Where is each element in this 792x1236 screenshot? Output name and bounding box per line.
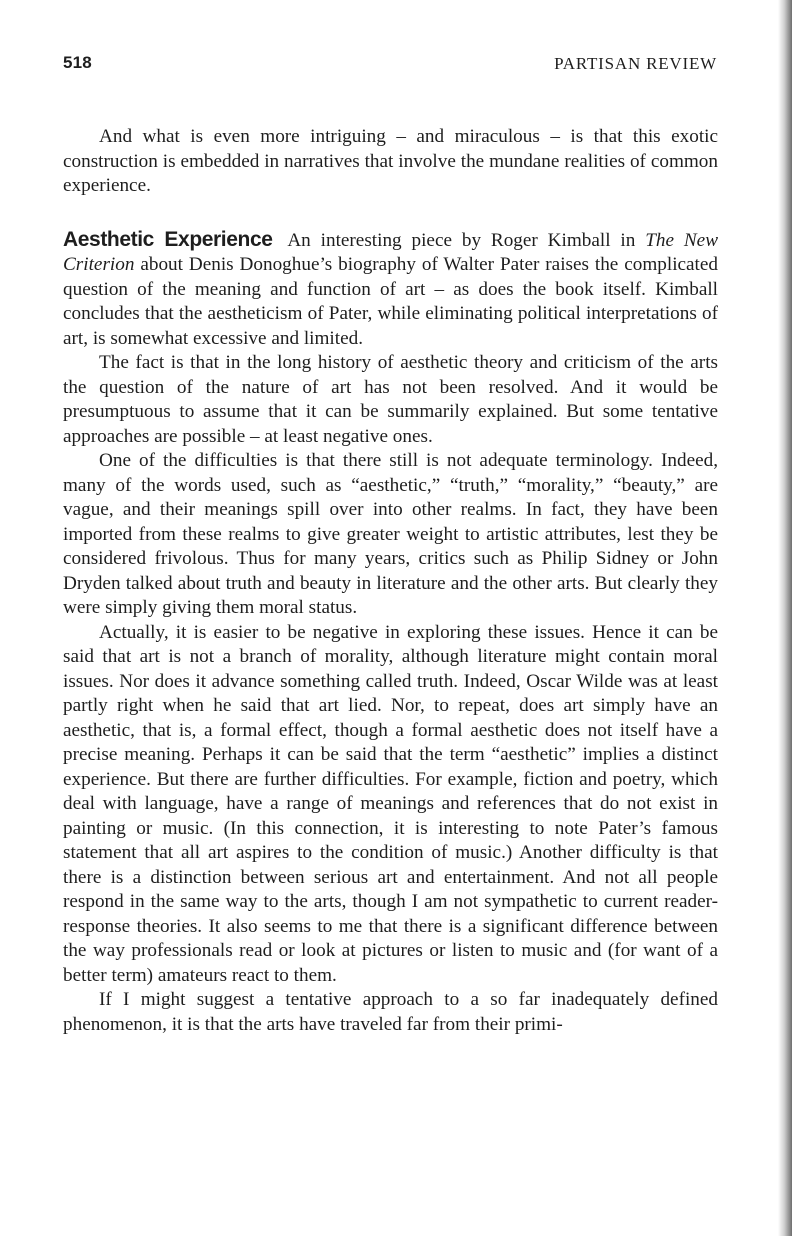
section-intro-text-continued: about Denis Donoghue’s biography of Walter Pater raises the complicated question of the meaning and function of art – as does the book itself. Kimball concludes that the aestheticism of Pater, while eliminating political interpretations of art, is somewhat excessive and limited. — [63, 254, 718, 349]
article-body — [63, 125, 718, 1037]
paragraph-opening: And what is even more intriguing – and miraculous – is that this exotic construction is embedded in narratives that involve the mundane realities of common experience. — [63, 126, 718, 196]
journal-title: The New Criterion — [63, 229, 718, 275]
page-header — [63, 53, 717, 79]
paragraph: If I might suggest a tentative approach to a so far inadequately defined phenomenon, it is that the arts have traveled far from their primi- — [63, 989, 718, 1035]
paragraph: One of the difficulties is that there still is not adequate terminology. Indeed, many of the words used, such as “aesthetic,” “truth,” “morality,” “beauty,” are vague, and their meanings spill over into other realms. In fact, they have been imported from these realms to give greater weight to artistic attributes, lest they be considered frivolous. Thus for many years, critics such as Philip Sidney or John Dryden talked about truth and beauty in literature and the other arts. But clearly they were simply giving them moral status. — [63, 450, 718, 618]
section-title: Aesthetic Experience — [63, 227, 273, 251]
page-edge-shadow — [778, 0, 792, 1236]
paragraph: The fact is that in the long history of aesthetic theory and criticism of the arts the question of the nature of art has not been resolved. And it would be presumptuous to assume that it can be summarily explained. But some tentative approaches are possible – at least negative ones. — [63, 352, 718, 447]
section-aesthetic-experience — [63, 228, 718, 352]
page-number: 518 — [63, 53, 92, 72]
paragraph: Actually, it is easier to be negative in exploring these issues. Hence it can be said that art is not a branch of morality, although literature might contain moral issues. Nor does it advance something called truth. Indeed, Oscar Wilde was at least partly right when he said that art lied. Nor, to repeat, does art simply have an aesthetic, that is, a formal effect, though a formal aesthetic does not itself have a precise meaning. Perhaps it can be said that the term “aesthetic” implies a distinct experience. But there are further difficulties. For example, fiction and poetry, which deal with language, have a range of meanings and references that do not exist in painting or music. (In this connection, it is interesting to note Pater’s famous statement that all art aspires to the condition of music.) Another difficulty is that there is a distinction between serious art and entertainment. And not all people respond in the same way to the arts, though I am not sympathetic to current reader-response theories. It also seems to me that there is a significant difference between the way professionals read or look at pictures or listen to music and (for want of a better term) amateurs react to them. — [63, 621, 718, 986]
running-head: PARTISAN REVIEW — [554, 54, 717, 73]
section-intro-text: An interesting piece by Roger Kimball in — [287, 229, 636, 251]
